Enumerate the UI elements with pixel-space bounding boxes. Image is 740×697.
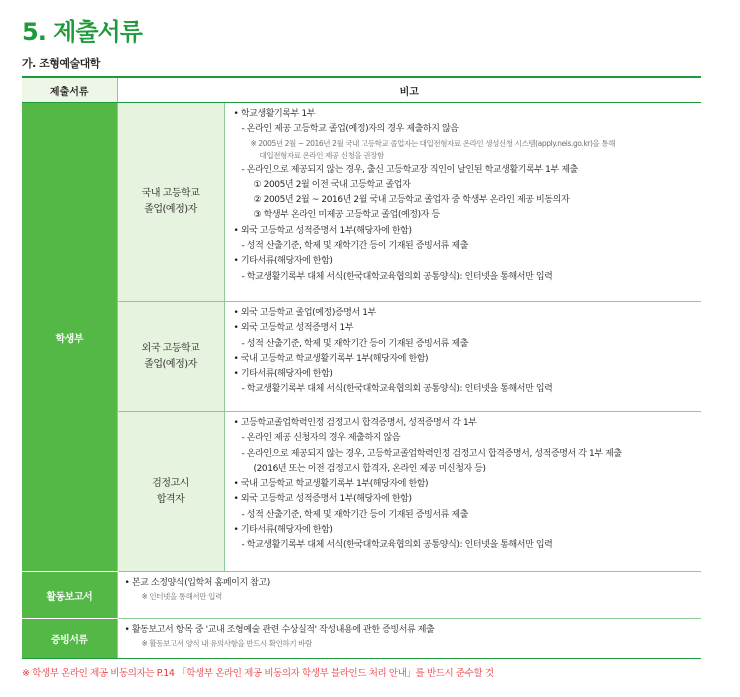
list-item: • 기타서류(해당자에 한함) (233, 369, 333, 380)
list-item: - 학교생활기록부 대체 서식(한국대학교육협의회 공통양식): 인터넷을 통해서만 입력 (241, 384, 553, 395)
list-item: • 활동보고서 항목 중 '교내 조형예술 관련 수상실적' 작성내용에 관한 증빙서류 제출 (124, 625, 435, 635)
note-text: ※ 인터넷을 통해서만 입력 (141, 592, 222, 602)
note-text: ※ 2005년 2월 ~ 2016년 2월 국내 고등학교 졸업자는 대입전형자료 온라인 생성신청 시스템(apply.neis.go.kr)을 통해 (250, 138, 616, 148)
list-item: - 온라인으로 제공되지 않는 경우, 고등학교졸업학력인정 검정고시 합격증명서, 성적증명서 각 1부 제출 (241, 448, 622, 459)
category-evidence: 증빙서류 (22, 619, 117, 659)
table-row (22, 572, 701, 619)
category-activity-report: 활동보고서 (22, 572, 117, 619)
list-item: - 온라인 제공 고등학교 졸업(예정)자의 경우 제출하지 않음 (241, 124, 459, 135)
list-item: • 외국 고등학교 성적증명서 1부 (233, 323, 354, 334)
list-item: - 학교생활기록부 대체 서식(한국대학교육협의회 공통양식): 인터넷을 통해서만 입력 (241, 271, 553, 282)
subcategory-ged: 검정고시 합격자 (117, 412, 224, 572)
list-item: - 성적 산출기준, 학제 및 재학기간 등이 기재된 증빙서류 제출 (241, 338, 469, 349)
list-item: ③ 학생부 온라인 미제공 고등학교 졸업(예정)자 등 (253, 210, 440, 221)
list-item: • 외국 고등학교 성적증명서 1부(해당자에 한함) (233, 494, 412, 505)
table-row (22, 619, 701, 659)
list-item: • 국내 고등학교 학교생활기록부 1부(해당자에 한함) (233, 479, 429, 490)
subcategory-foreign: 외국 고등학교 졸업(예정)자 (117, 302, 224, 412)
table-row (22, 412, 701, 572)
remarks-foreign (224, 302, 701, 412)
remarks-ged (224, 412, 701, 572)
list-item: • 외국 고등학교 성적증명서 1부(해당자에 한함) (233, 225, 412, 236)
list-item: - 성적 산출기준, 학제 및 재학기간 등이 기재된 증빙서류 제출 (241, 241, 469, 252)
list-item: • 학교생활기록부 1부 (233, 109, 316, 119)
list-item: • 외국 고등학교 졸업(예정)증명서 1부 (233, 308, 376, 318)
list-item: - 성적 산출기준, 학제 및 재학기간 등이 기재된 증빙서류 제출 (241, 509, 469, 520)
list-item: ① 2005년 2월 이전 국내 고등학교 졸업자 (253, 179, 411, 190)
header-documents: 제출서류 (22, 77, 117, 103)
list-item: - 온라인으로 제공되지 않는 경우, 출신 고등학교장 직인이 날인된 학교생활기록부 1부 제출 (241, 164, 578, 175)
header-remarks: 비고 (117, 77, 701, 103)
documents-table (22, 76, 701, 659)
remarks-evidence (117, 619, 701, 659)
list-item: - 학교생활기록부 대체 서식(한국대학교육협의회 공통양식): 인터넷을 통해서만 입력 (241, 540, 553, 551)
section-title: 5. 제출서류 (22, 18, 142, 46)
list-item: (2016년 또는 이전 검정고시 합격자, 온라인 제공 미신청자 등) (253, 463, 486, 474)
table-row (22, 302, 701, 412)
remarks-activity-report (117, 572, 701, 619)
section-subtitle: 가. 조형예술대학 (22, 57, 100, 70)
note-text: 대입전형자료 온라인 제공 신청을 권장함 (259, 151, 384, 161)
note-text: ※ 활동보고서 양식 내 유의사항을 반드시 확인하기 바람 (141, 639, 312, 649)
remarks-domestic (224, 103, 701, 302)
table-row (22, 103, 701, 302)
list-item: • 본교 소정양식(입학처 홈페이지 참고) (124, 578, 270, 588)
category-student-record: 학생부 (22, 103, 117, 572)
list-item: • 기타서류(해당자에 한함) (233, 525, 333, 536)
footer-note: ※ 학생부 온라인 제공 비동의자는 P.14 「학생부 온라인 제공 비동의자 학생부 블라인드 처리 안내」를 반드시 준수할 것 (22, 668, 494, 679)
table-header-row (22, 77, 701, 103)
subcategory-domestic: 국내 고등학교 졸업(예정)자 (117, 103, 224, 302)
list-item: • 기타서류(해당자에 한함) (233, 256, 333, 267)
list-item: • 국내 고등학교 학교생활기록부 1부(해당자에 한함) (233, 353, 429, 364)
list-item: ② 2005년 2월 ~ 2016년 2월 국내 고등학교 졸업자 중 학생부 온라인 제공 비동의자 (253, 195, 570, 206)
list-item: • 고등학교졸업학력인정 검정고시 합격증명서, 성적증명서 각 1부 (233, 418, 477, 428)
list-item: - 온라인 제공 신청자의 경우 제출하지 않음 (241, 433, 401, 444)
